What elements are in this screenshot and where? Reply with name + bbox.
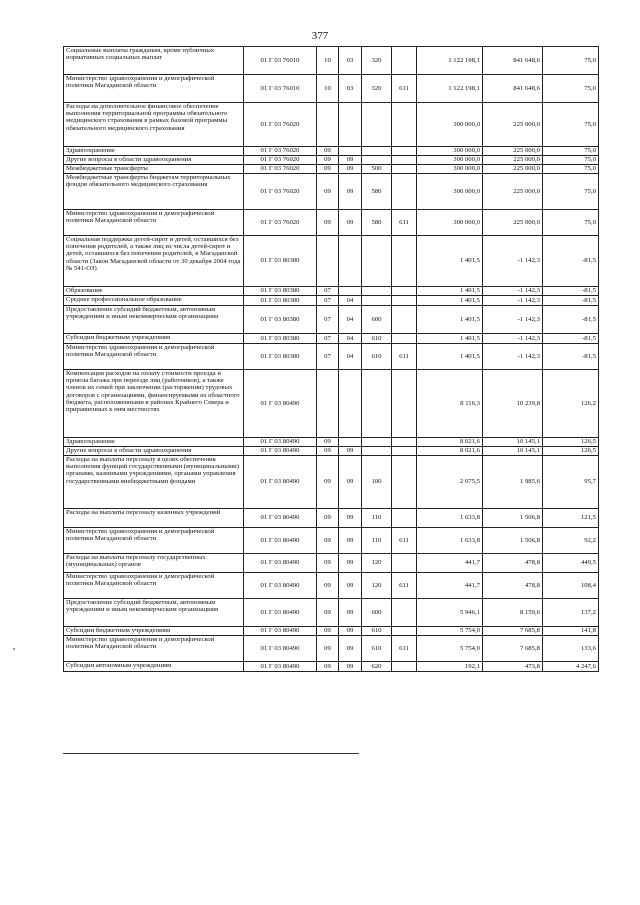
cell-executed: 478,8 xyxy=(483,554,543,573)
cell-percent: -81,5 xyxy=(543,236,599,287)
table-row xyxy=(64,47,599,75)
cell-percent: 75,0 xyxy=(543,147,599,156)
cell-percent: -81,5 xyxy=(543,344,599,370)
cell-percent: 137,2 xyxy=(543,599,599,627)
cell-subsection xyxy=(339,236,362,287)
table-row xyxy=(64,573,599,599)
cell-percent: 75,0 xyxy=(543,156,599,165)
table-row xyxy=(64,103,599,147)
cell-planned: 5 946,1 xyxy=(417,599,483,627)
cell-planned: 2 075,5 xyxy=(417,456,483,509)
cell-target-article: 01 Г 03 80490 xyxy=(244,599,317,627)
cell-name: Субсидии бюджетным учреждениям xyxy=(64,627,244,636)
cell-expense-type: 320 xyxy=(362,75,392,103)
cell-section: 07 xyxy=(317,296,339,306)
cell-planned: 300 000,0 xyxy=(417,156,483,165)
cell-expense-type xyxy=(362,296,392,306)
cell-main-manager xyxy=(392,509,417,528)
cell-planned: 300 000,0 xyxy=(417,165,483,174)
cell-executed: -1 142,3 xyxy=(483,296,543,306)
cell-subsection: 09 xyxy=(339,662,362,672)
cell-percent: 126,5 xyxy=(543,438,599,447)
cell-percent: -81,5 xyxy=(543,296,599,306)
table-row xyxy=(64,447,599,456)
cell-name: Среднее профессиональное образование xyxy=(64,296,244,306)
cell-executed: -1 142,3 xyxy=(483,344,543,370)
table-row xyxy=(64,456,599,509)
cell-percent: -81,5 xyxy=(543,334,599,344)
cell-executed: 10 239,8 xyxy=(483,370,543,438)
cell-section: 07 xyxy=(317,344,339,370)
cell-section: 09 xyxy=(317,662,339,672)
cell-section: 07 xyxy=(317,287,339,296)
cell-name: Министерство здравоохранения и демографической политики Магаданской области xyxy=(64,75,244,103)
cell-target-article: 01 Г 03 76020 xyxy=(244,165,317,174)
cell-name: Межбюджетные трансферты бюджетам территориальных фондов обязательного медицинского страхования xyxy=(64,174,244,210)
cell-planned: 5 754,0 xyxy=(417,636,483,662)
cell-name: Министерство здравоохранения и демографической политики Магаданской области xyxy=(64,573,244,599)
cell-target-article: 01 Г 03 80490 xyxy=(244,636,317,662)
table-row xyxy=(64,306,599,334)
cell-main-manager xyxy=(392,447,417,456)
cell-executed: 225 000,0 xyxy=(483,103,543,147)
cell-main-manager: 611 xyxy=(392,344,417,370)
cell-name: Межбюджетные трансферты xyxy=(64,165,244,174)
cell-subsection: 09 xyxy=(339,528,362,554)
cell-subsection: 09 xyxy=(339,210,362,236)
cell-executed: 225 000,0 xyxy=(483,174,543,210)
cell-percent: 75,0 xyxy=(543,103,599,147)
cell-planned: 192,1 xyxy=(417,662,483,672)
cell-name: Социальные выплаты гражданам, кроме публичных нормативных социальных выплат xyxy=(64,47,244,75)
cell-planned: 1 401,5 xyxy=(417,287,483,296)
cell-percent: 121,5 xyxy=(543,509,599,528)
cell-target-article: 01 Г 03 80490 xyxy=(244,627,317,636)
cell-target-article: 01 Г 03 80490 xyxy=(244,573,317,599)
cell-subsection: 09 xyxy=(339,636,362,662)
cell-expense-type: 120 xyxy=(362,554,392,573)
cell-main-manager: 611 xyxy=(392,636,417,662)
cell-subsection: 03 xyxy=(339,75,362,103)
cell-subsection: 09 xyxy=(339,627,362,636)
cell-expense-type: 600 xyxy=(362,599,392,627)
cell-name: Социальная поддержка детей-сирот и детей, оставшихся без попечения родителей, а также лиц из числа детей-сирот и детей, оставшихся без попечения родителей, в Магаданской области (Закон Магаданской области от 30 декабря 2004 года № 541-ОЗ) xyxy=(64,236,244,287)
cell-section: 09 xyxy=(317,528,339,554)
cell-main-manager xyxy=(392,47,417,75)
cell-planned: 1 633,8 xyxy=(417,528,483,554)
cell-main-manager xyxy=(392,165,417,174)
cell-subsection: 04 xyxy=(339,306,362,334)
cell-expense-type: 320 xyxy=(362,47,392,75)
cell-expense-type xyxy=(362,236,392,287)
page-number: 377 xyxy=(311,30,329,42)
cell-executed: 841 648,6 xyxy=(483,75,543,103)
cell-name: Министерство здравоохранения и демографической политики Магаданской области xyxy=(64,210,244,236)
budget-table xyxy=(63,46,599,672)
cell-percent: 75,0 xyxy=(543,47,599,75)
cell-subsection: 04 xyxy=(339,344,362,370)
cell-executed: 225 000,0 xyxy=(483,165,543,174)
cell-target-article: 01 Г 03 80490 xyxy=(244,662,317,672)
cell-subsection: 09 xyxy=(339,554,362,573)
cell-planned: 441,7 xyxy=(417,573,483,599)
cell-section: 09 xyxy=(317,174,339,210)
cell-section: 09 xyxy=(317,447,339,456)
cell-expense-type: 610 xyxy=(362,627,392,636)
cell-name: Предоставление субсидий бюджетным, автономным учреждениям и иным некоммерческим организациям xyxy=(64,599,244,627)
cell-section: 09 xyxy=(317,438,339,447)
cell-target-article: 01 Г 03 80380 xyxy=(244,236,317,287)
cell-main-manager xyxy=(392,174,417,210)
table-row xyxy=(64,438,599,447)
cell-executed: 473,8 xyxy=(483,662,543,672)
cell-subsection: 09 xyxy=(339,573,362,599)
cell-expense-type: 620 xyxy=(362,662,392,672)
cell-section: 09 xyxy=(317,210,339,236)
cell-expense-type: 610 xyxy=(362,344,392,370)
cell-executed: 225 000,0 xyxy=(483,147,543,156)
cell-main-manager xyxy=(392,306,417,334)
cell-executed: 7 685,8 xyxy=(483,636,543,662)
cell-executed: 1 985,6 xyxy=(483,456,543,509)
cell-subsection xyxy=(339,370,362,438)
cell-executed: 7 685,8 xyxy=(483,627,543,636)
cell-main-manager: 611 xyxy=(392,75,417,103)
cell-subsection xyxy=(339,438,362,447)
cell-executed: -1 142,3 xyxy=(483,334,543,344)
cell-name: Здравоохранение xyxy=(64,438,244,447)
cell-percent: 449,5 xyxy=(543,554,599,573)
cell-section: 09 xyxy=(317,554,339,573)
cell-percent: 4 247,6 xyxy=(543,662,599,672)
cell-section xyxy=(317,103,339,147)
cell-planned: 300 000,0 xyxy=(417,174,483,210)
cell-target-article: 01 Г 03 76020 xyxy=(244,210,317,236)
cell-main-manager xyxy=(392,147,417,156)
table-row xyxy=(64,662,599,672)
table-row xyxy=(64,156,599,165)
cell-name: Расходы на выплаты персоналу казенных учреждений xyxy=(64,509,244,528)
table-row xyxy=(64,554,599,573)
cell-section: 07 xyxy=(317,334,339,344)
table-row xyxy=(64,296,599,306)
cell-section: 09 xyxy=(317,509,339,528)
cell-main-manager xyxy=(392,287,417,296)
table-body xyxy=(64,47,599,672)
cell-target-article: 01 Г 03 76020 xyxy=(244,103,317,147)
cell-target-article: 01 Г 03 80490 xyxy=(244,456,317,509)
cell-planned: 8 021,6 xyxy=(417,438,483,447)
cell-main-manager xyxy=(392,456,417,509)
cell-name: Другие вопросы в области здравоохранения xyxy=(64,156,244,165)
cell-expense-type xyxy=(362,103,392,147)
cell-expense-type xyxy=(362,438,392,447)
table-row xyxy=(64,287,599,296)
cell-name: Предоставление субсидий бюджетным, автономным учреждениям и иным некоммерческим организациям xyxy=(64,306,244,334)
cell-section: 10 xyxy=(317,47,339,75)
cell-name: Министерство здравоохранения и демографической политики Магаданской области xyxy=(64,344,244,370)
cell-name: Образование xyxy=(64,287,244,296)
table-row xyxy=(64,165,599,174)
bottom-rule xyxy=(63,753,359,754)
cell-name: Компенсация расходов на оплату стоимости проезда и провоза багажа при переезде лиц (работников), а также членов их семей при заключении (расторжении) трудовых договоров с организациями, финансируемыми из областного бюджета, расположенными в районах Крайнего Севера и приравненных к ним местностях xyxy=(64,370,244,438)
cell-expense-type: 580 xyxy=(362,174,392,210)
cell-executed: 478,8 xyxy=(483,573,543,599)
table-row xyxy=(64,509,599,528)
cell-expense-type: 120 xyxy=(362,573,392,599)
cell-subsection xyxy=(339,103,362,147)
cell-planned: 5 754,0 xyxy=(417,627,483,636)
cell-percent: -81,5 xyxy=(543,306,599,334)
cell-name: Расходы на выплаты персоналу в целях обеспечения выполнения функций государственными (муниципальными) органами, казенными учреждениями, органами управления государственными внебюджетными фондами xyxy=(64,456,244,509)
table-row xyxy=(64,370,599,438)
cell-target-article: 01 Г 03 80490 xyxy=(244,447,317,456)
cell-executed: 1 506,8 xyxy=(483,528,543,554)
cell-main-manager: 611 xyxy=(392,528,417,554)
cell-target-article: 01 Г 03 80380 xyxy=(244,334,317,344)
cell-main-manager xyxy=(392,103,417,147)
cell-main-manager xyxy=(392,662,417,672)
cell-planned: 1 633,8 xyxy=(417,509,483,528)
cell-executed: -1 142,3 xyxy=(483,306,543,334)
cell-main-manager: 611 xyxy=(392,573,417,599)
cell-main-manager xyxy=(392,599,417,627)
cell-executed: 1 506,8 xyxy=(483,509,543,528)
cell-expense-type: 500 xyxy=(362,165,392,174)
cell-name: Расходы на дополнительное финансовое обеспечение выполнения территориальной программы обязательного медицинского страхования в рамках базовой программы обязательного медицинского страхования xyxy=(64,103,244,147)
cell-percent: -81,5 xyxy=(543,287,599,296)
cell-name: Здравоохранение xyxy=(64,147,244,156)
cell-target-article: 01 Г 03 76010 xyxy=(244,47,317,75)
cell-planned: 1 122 198,1 xyxy=(417,47,483,75)
table-row xyxy=(64,147,599,156)
cell-percent: 75,0 xyxy=(543,174,599,210)
cell-expense-type xyxy=(362,147,392,156)
cell-name: Субсидии автономным учреждениям xyxy=(64,662,244,672)
cell-target-article: 01 Г 03 80490 xyxy=(244,528,317,554)
cell-subsection: 09 xyxy=(339,509,362,528)
cell-section xyxy=(317,370,339,438)
cell-expense-type: 100 xyxy=(362,456,392,509)
table-row xyxy=(64,636,599,662)
cell-subsection xyxy=(339,287,362,296)
cell-section: 10 xyxy=(317,75,339,103)
cell-main-manager xyxy=(392,296,417,306)
cell-planned: 300 000,0 xyxy=(417,103,483,147)
cell-percent: 126,5 xyxy=(543,447,599,456)
cell-planned: 300 000,0 xyxy=(417,147,483,156)
cell-main-manager xyxy=(392,627,417,636)
table-row xyxy=(64,174,599,210)
cell-planned: 1 401,5 xyxy=(417,236,483,287)
cell-subsection: 09 xyxy=(339,156,362,165)
cell-target-article: 01 Г 03 80380 xyxy=(244,306,317,334)
cell-planned: 1 401,5 xyxy=(417,344,483,370)
cell-target-article: 01 Г 03 76020 xyxy=(244,174,317,210)
cell-section: 07 xyxy=(317,306,339,334)
cell-percent: 108,4 xyxy=(543,573,599,599)
cell-expense-type: 110 xyxy=(362,509,392,528)
cell-main-manager xyxy=(392,334,417,344)
cell-percent: 126,2 xyxy=(543,370,599,438)
cell-percent: 92,2 xyxy=(543,528,599,554)
table-row xyxy=(64,627,599,636)
cell-subsection: 04 xyxy=(339,296,362,306)
cell-executed: 10 145,1 xyxy=(483,438,543,447)
cell-planned: 1 401,5 xyxy=(417,334,483,344)
cell-expense-type: 610 xyxy=(362,334,392,344)
cell-percent: 95,7 xyxy=(543,456,599,509)
cell-executed: -1 142,3 xyxy=(483,236,543,287)
cell-main-manager xyxy=(392,156,417,165)
cell-planned: 8 116,3 xyxy=(417,370,483,438)
cell-target-article: 01 Г 03 80490 xyxy=(244,509,317,528)
cell-percent: 75,0 xyxy=(543,165,599,174)
cell-name: Субсидии бюджетным учреждениям xyxy=(64,334,244,344)
cell-expense-type xyxy=(362,156,392,165)
table-row xyxy=(64,528,599,554)
cell-target-article: 01 Г 03 80380 xyxy=(244,287,317,296)
cell-executed: 225 000,0 xyxy=(483,156,543,165)
table-row xyxy=(64,75,599,103)
cell-planned: 1 122 198,1 xyxy=(417,75,483,103)
cell-target-article: 01 Г 03 80490 xyxy=(244,370,317,438)
cell-subsection xyxy=(339,147,362,156)
cell-executed: 225 000,0 xyxy=(483,210,543,236)
cell-section: 09 xyxy=(317,599,339,627)
cell-target-article: 01 Г 03 76020 xyxy=(244,147,317,156)
table-row xyxy=(64,210,599,236)
cell-target-article: 01 Г 03 80490 xyxy=(244,438,317,447)
cell-section: 09 xyxy=(317,147,339,156)
cell-name: Другие вопросы в области здравоохранения xyxy=(64,447,244,456)
cell-executed: 10 145,1 xyxy=(483,447,543,456)
cell-planned: 8 021,6 xyxy=(417,447,483,456)
cell-expense-type xyxy=(362,287,392,296)
cell-section: 09 xyxy=(317,627,339,636)
table-row xyxy=(64,334,599,344)
cell-expense-type xyxy=(362,447,392,456)
cell-expense-type: 580 xyxy=(362,210,392,236)
margin-mark xyxy=(13,648,15,650)
cell-subsection: 03 xyxy=(339,47,362,75)
cell-executed: -1 142,3 xyxy=(483,287,543,296)
cell-expense-type: 110 xyxy=(362,528,392,554)
cell-percent: 75,0 xyxy=(543,210,599,236)
cell-main-manager xyxy=(392,438,417,447)
cell-name: Министерство здравоохранения и демографической политики Магаданской области xyxy=(64,636,244,662)
cell-expense-type: 610 xyxy=(362,636,392,662)
cell-executed: 8 159,6 xyxy=(483,599,543,627)
cell-section: 09 xyxy=(317,573,339,599)
cell-planned: 1 401,5 xyxy=(417,306,483,334)
cell-target-article: 01 Г 03 80380 xyxy=(244,296,317,306)
cell-subsection: 09 xyxy=(339,456,362,509)
cell-percent: 141,8 xyxy=(543,627,599,636)
cell-planned: 1 401,5 xyxy=(417,296,483,306)
cell-expense-type: 600 xyxy=(362,306,392,334)
cell-percent: 75,0 xyxy=(543,75,599,103)
cell-target-article: 01 Г 03 80380 xyxy=(244,344,317,370)
table-row xyxy=(64,599,599,627)
cell-main-manager xyxy=(392,236,417,287)
cell-section: 09 xyxy=(317,156,339,165)
table-row xyxy=(64,236,599,287)
cell-section: 09 xyxy=(317,456,339,509)
cell-target-article: 01 Г 03 76020 xyxy=(244,156,317,165)
cell-percent: 133,6 xyxy=(543,636,599,662)
cell-expense-type xyxy=(362,370,392,438)
cell-main-manager: 611 xyxy=(392,210,417,236)
cell-subsection: 04 xyxy=(339,334,362,344)
cell-section: 09 xyxy=(317,636,339,662)
cell-name: Расходы на выплаты персоналу государственных (муниципальных) органов xyxy=(64,554,244,573)
cell-planned: 300 000,0 xyxy=(417,210,483,236)
cell-subsection: 09 xyxy=(339,165,362,174)
cell-executed: 841 648,6 xyxy=(483,47,543,75)
cell-planned: 441,7 xyxy=(417,554,483,573)
table-row xyxy=(64,344,599,370)
cell-target-article: 01 Г 03 80490 xyxy=(244,554,317,573)
cell-subsection: 09 xyxy=(339,174,362,210)
cell-section xyxy=(317,236,339,287)
cell-main-manager xyxy=(392,370,417,438)
cell-subsection: 09 xyxy=(339,599,362,627)
cell-target-article: 01 Г 03 76010 xyxy=(244,75,317,103)
cell-section: 09 xyxy=(317,165,339,174)
cell-subsection: 09 xyxy=(339,447,362,456)
cell-main-manager xyxy=(392,554,417,573)
cell-name: Министерство здравоохранения и демографической политики Магаданской области xyxy=(64,528,244,554)
